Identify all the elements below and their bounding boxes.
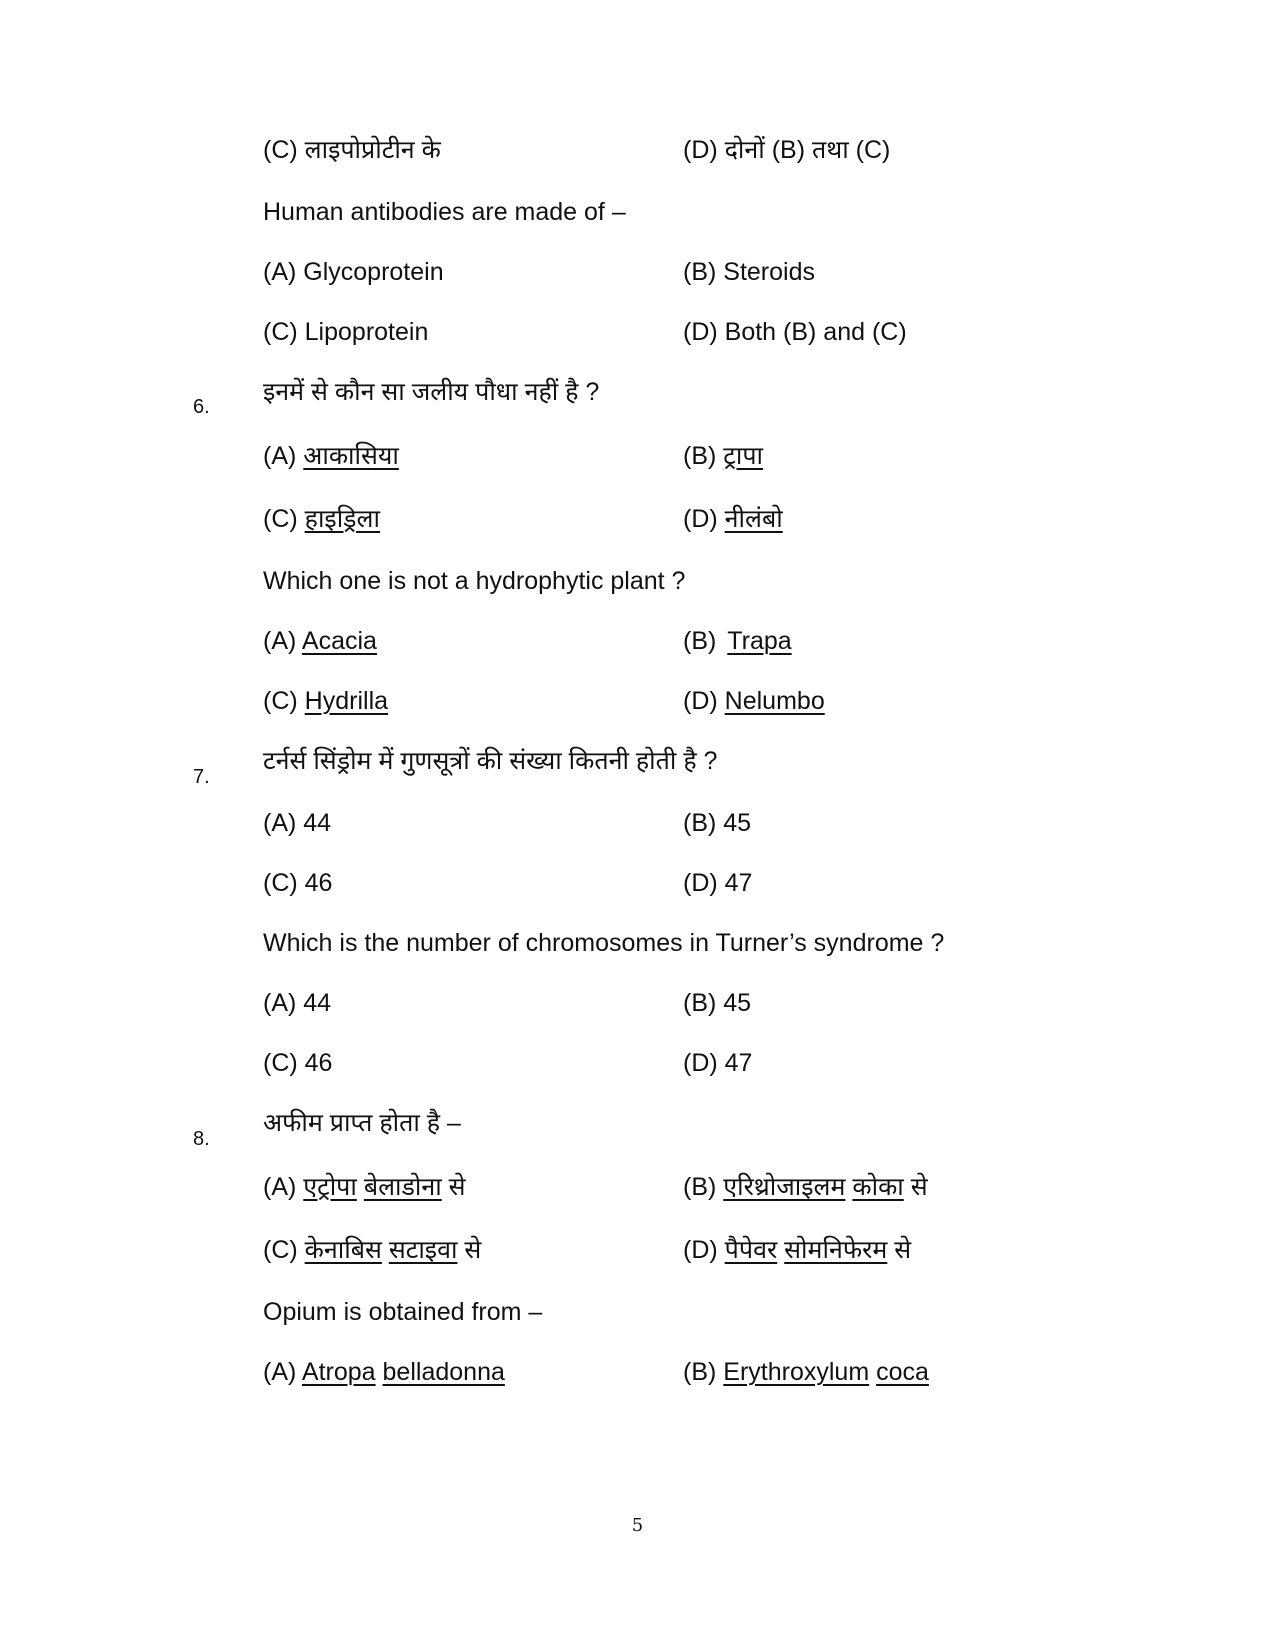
- option-word: कोका: [852, 1173, 904, 1201]
- option-text: ट्रापा: [723, 442, 764, 470]
- option-label: (D): [683, 505, 718, 533]
- option-word: बेलाडोना: [363, 1173, 442, 1201]
- q6-hi-option-b: [683, 441, 763, 471]
- option-text: आकासिया: [303, 442, 399, 470]
- q6-en-question: Which one is not a hydrophytic plant ?: [263, 567, 686, 595]
- q7-hi-option-b: (B) 45: [683, 809, 752, 837]
- option-text: नीलंबो: [724, 505, 783, 533]
- option-word: एरिथ्रोजाइलम: [723, 1173, 846, 1201]
- option-text: हाइड्रिला: [304, 505, 380, 533]
- q5-hi-option-d: (D) दोनों (B) तथा (C): [683, 136, 891, 164]
- option-suffix: से: [448, 1173, 466, 1201]
- page-number: 5: [631, 1515, 644, 1536]
- option-label: (B): [683, 1173, 717, 1201]
- q6-number: 6.: [193, 396, 210, 418]
- option-label: (C): [263, 687, 298, 715]
- q8-hi-question: अफीम प्राप्त होता है –: [263, 1109, 461, 1137]
- q8-hi-option-c: [263, 1235, 481, 1265]
- option-label: (C): [263, 1236, 298, 1264]
- q8-en-option-a: [263, 1357, 505, 1387]
- q6-en-option-b: [683, 626, 792, 656]
- q7-number: 7.: [193, 766, 210, 788]
- option-word: Atropa: [301, 1358, 376, 1386]
- q6-en-option-c: [263, 686, 388, 716]
- q7-en-option-c: (C) 46: [263, 1049, 333, 1077]
- option-label: (A): [263, 442, 297, 470]
- option-label: (A): [263, 1173, 297, 1201]
- option-label: (D): [683, 1236, 718, 1264]
- option-label: (A): [263, 1358, 297, 1386]
- option-label: (D): [683, 687, 718, 715]
- option-word: belladonna: [382, 1358, 505, 1386]
- q8-en-option-b: [683, 1357, 929, 1387]
- option-text: Acacia: [301, 627, 377, 655]
- q5-en-option-d: (D) Both (B) and (C): [683, 318, 907, 346]
- option-label: (B): [683, 442, 717, 470]
- option-suffix: से: [894, 1236, 912, 1264]
- q5-hi-option-c: (C) लाइपोप्रोटीन के: [263, 136, 441, 164]
- q5-en-option-b: (B) Steroids: [683, 258, 815, 286]
- option-text: Trapa: [727, 627, 792, 655]
- option-word: coca: [876, 1358, 929, 1386]
- q6-en-option-d: [683, 686, 825, 716]
- q8-hi-option-b: [683, 1172, 928, 1202]
- q7-en-question: Which is the number of chromosomes in Turner’s syndrome ?: [263, 929, 945, 957]
- option-word: पैपेवर: [724, 1236, 778, 1264]
- q7-en-option-a: (A) 44: [263, 989, 332, 1017]
- q8-en-question: Opium is obtained from –: [263, 1298, 543, 1326]
- q7-en-option-d: (D) 47: [683, 1049, 753, 1077]
- q6-en-option-a: [263, 626, 377, 656]
- q8-number: 8.: [193, 1128, 210, 1150]
- q8-hi-option-a: [263, 1172, 466, 1202]
- q7-en-option-b: (B) 45: [683, 989, 752, 1017]
- q7-hi-option-a: (A) 44: [263, 809, 332, 837]
- q5-en-option-a: (A) Glycoprotein: [263, 258, 444, 286]
- option-word: सोमनिफेरम: [784, 1236, 888, 1264]
- option-label: (C): [263, 505, 298, 533]
- option-word: केनाबिस: [304, 1236, 382, 1264]
- q7-hi-option-d: (D) 47: [683, 869, 753, 897]
- option-text: Hydrilla: [304, 687, 389, 715]
- option-text: Nelumbo: [724, 687, 825, 715]
- option-suffix: से: [910, 1173, 928, 1201]
- option-word: Erythroxylum: [723, 1358, 870, 1386]
- q5-en-option-c: (C) Lipoprotein: [263, 318, 429, 346]
- option-label: (A): [263, 627, 297, 655]
- q6-hi-question: इनमें से कौन सा जलीय पौधा नहीं है ?: [263, 378, 600, 406]
- option-suffix: से: [464, 1236, 482, 1264]
- q7-hi-option-c: (C) 46: [263, 869, 333, 897]
- q6-hi-option-c: [263, 504, 380, 534]
- q6-hi-option-a: [263, 441, 399, 471]
- option-label: (B): [683, 1358, 717, 1386]
- q7-hi-question: टर्नर्स सिंड्रोम में गुणसूत्रों की संख्या कितनी होती है ?: [263, 747, 718, 775]
- option-label: (B): [683, 627, 717, 655]
- q8-hi-option-d: [683, 1235, 911, 1265]
- option-word: एट्रोपा: [303, 1173, 357, 1201]
- option-word: सटाइवा: [388, 1236, 458, 1264]
- q6-hi-option-d: [683, 504, 783, 534]
- q5-en-question: Human antibodies are made of –: [263, 198, 626, 226]
